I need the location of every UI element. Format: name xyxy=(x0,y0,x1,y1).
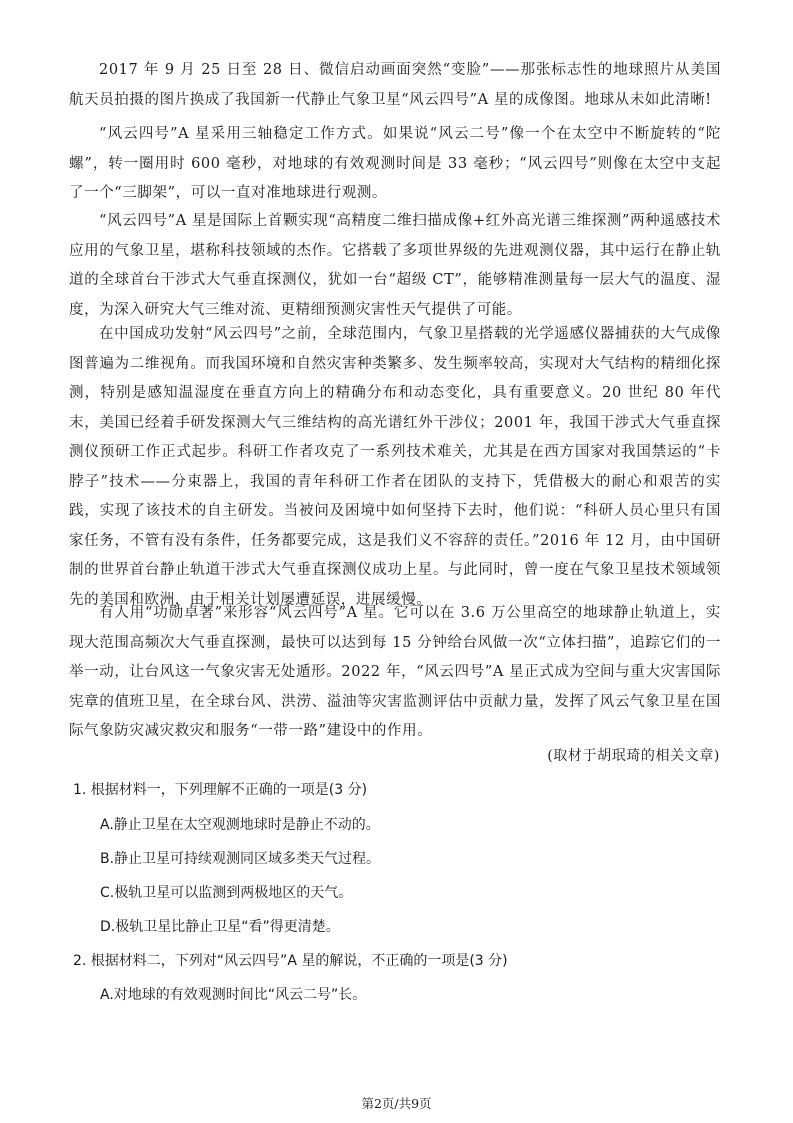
passage-paragraph-2: “风云四号”A 星采用三轴稳定工作方式。如果说“风云二号”像一个在太空中不断旋转的“陀螺”，转一圈用时 600 毫秒，对地球的有效观测时间是 33 毫秒；“风云四号”则像在太空中支起了一个“三脚架”，可以一直对准地球进行观测。 xyxy=(69,126,721,201)
passage-paragraph-3: “风云四号”A 星是国际上首颗实现“高精度二维扫描成像+红外高光谱三维探测”两种遥感技术应用的气象卫星，堪称科技领域的杰作。它搭载了多项世界级的先进观测仪器，其中运行在静止轨道的全球首台干涉式大气垂直探测仪，犹如一台“超级 CT”，能够精准测量每一层大气的温度、湿度，为深入研究大气三维对流、更精细预测灾害性天气提供了可能。 xyxy=(69,213,721,318)
passage-paragraph-5: 有人用“功勋卓著”来形容“风云四号”A 星。它可以在 3.6 万公里高空的地球静止轨道上，实现大范围高频次大气垂直探测，最快可以达到每 15 分钟给台风做一次“立体扫描”，追踪它们的一举一动，让台风这一气象灾害无处遁形。2022 年，“风云四号”A 星正式成为空间与重大灾害国际宪章的值班卫星，在全球台风、洪涝、溢油等灾害监测评估中贡献力量，发挥了风云气象卫星在国际气象防灾减灾救灾和服务“一带一路”建设中的作用。 xyxy=(69,605,721,739)
question-1-option-b: B.静止卫星可持续观测同区域多类天气过程。 xyxy=(100,851,381,867)
question-1-option-a: A.静止卫星在太空观测地球时是静止不动的。 xyxy=(100,817,380,833)
source-citation: (取材于胡珉琦的相关文章) xyxy=(547,748,720,764)
question-2-stem: 2. 根据材料二，下列对“风云四号”A 星的解说，不正确的一项是(3 分) xyxy=(73,953,508,969)
passage-paragraph-4: 在中国成功发射“风云四号”之前，全球范围内，气象卫星搭载的光学遥感仪器捕获的大气成像图普遍为二维视角。而我国环境和自然灾害种类繁多、发生频率较高，实现对大气结构的精细化探测，特别是感知温湿度在垂直方向上的精确分布和动态变化，具有重要意义。20 世纪 80 年代末，美国已经着手研发探测大气三维结构的高光谱红外干涉仪；2001 年，我国干涉式大气垂直探测仪预研工作正式起步。科研工作者攻克了一系列技术难关，尤其是在西方国家对我国禁运的“卡脖子”技术——分束器上，我国的青年科研工作者在团队的支持下，凭借极大的耐心和艰苦的实践，实现了该技术的自主研发。当被问及困境中如何坚持下去时，他们说：“科研人员心里只有国家任务，不管有没有条件，任务都要完成，这是我们义不容辞的责任。”2016 年 12 月，由中国研制的世界首台静止轨道干涉式大气垂直探测仪成功上星。与此同时，曾一度在气象卫星技术领域领先的美国和欧洲，由于相关计划屡遭延误，进展缓慢。 xyxy=(69,326,721,608)
question-1-option-d: D.极轨卫星比静止卫星“看”得更清楚。 xyxy=(100,919,340,935)
question-1-stem: 1. 根据材料一，下列理解不正确的一项是(3 分) xyxy=(73,782,368,798)
page-number-footer: 第2页/共9页 xyxy=(361,1096,432,1111)
passage-paragraph-1: 2017 年 9 月 25 日至 28 日、微信启动画面突然“变脸”——那张标志性的地球照片从美国航天员拍摄的图片换成了我国新一代静止气象卫星“风云四号”A 星的成像图。地球从未如此清晰! xyxy=(69,62,721,108)
question-1-option-c: C.极轨卫星可以监测到两极地区的天气。 xyxy=(100,885,353,901)
question-2-option-a: A.对地球的有效观测时间比“风云二号”长。 xyxy=(100,987,367,1003)
